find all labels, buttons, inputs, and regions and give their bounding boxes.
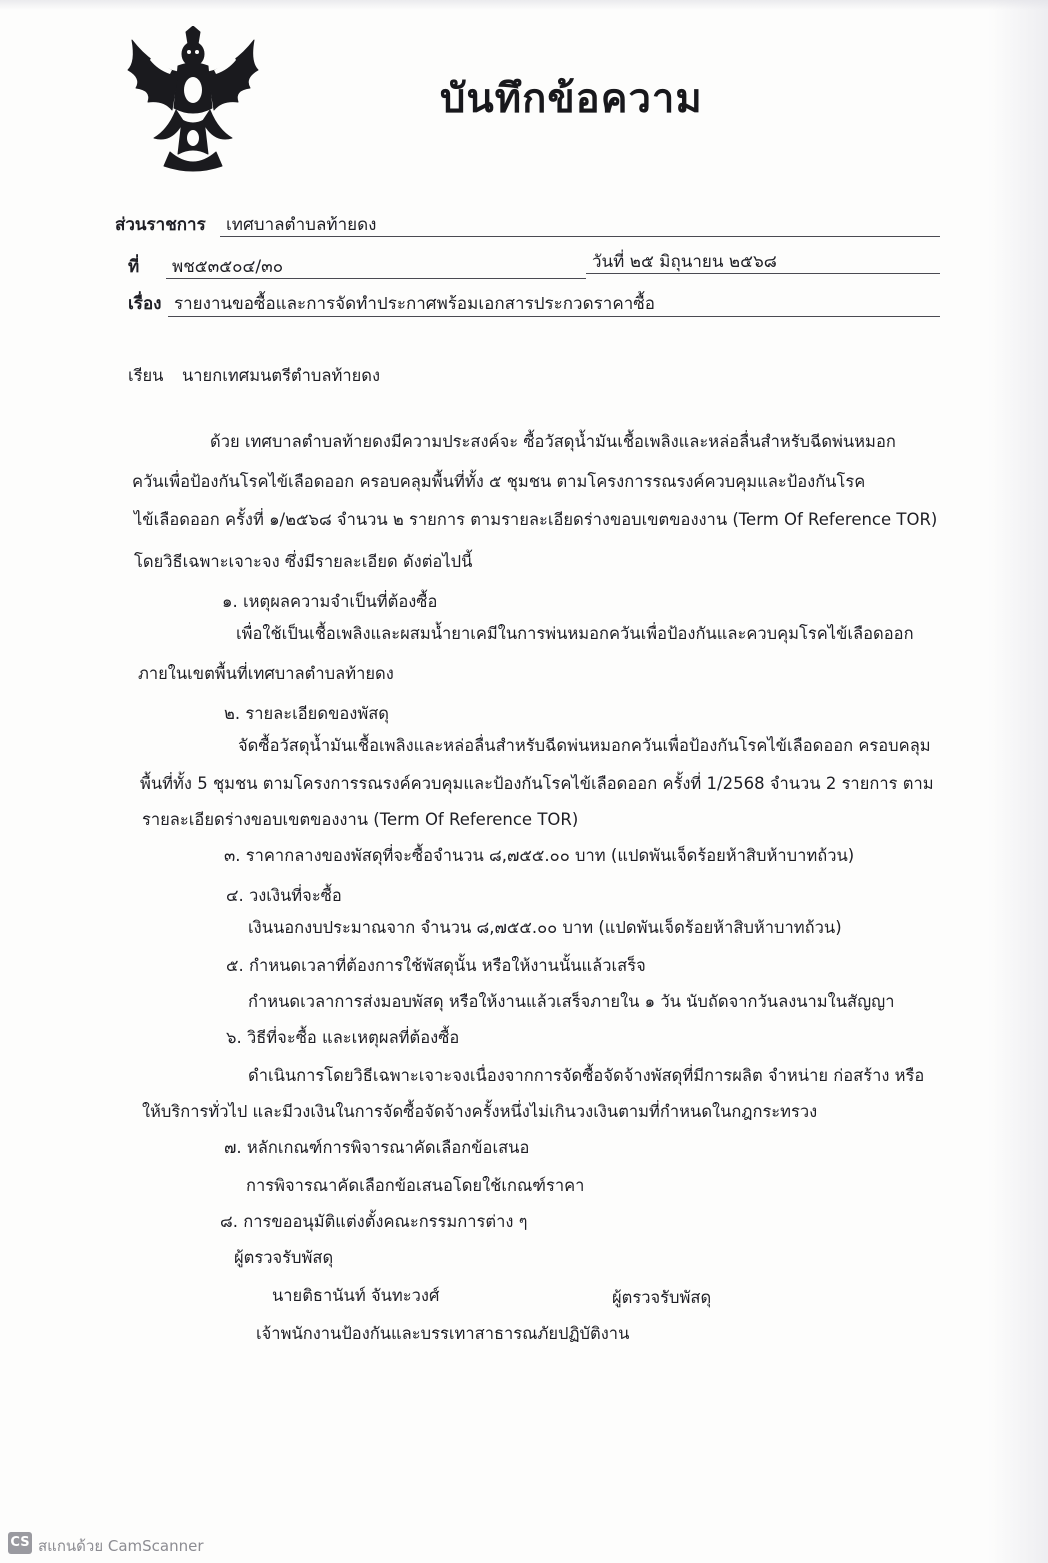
section-3-line: ๓. ราคากลางของพัสดุที่จะซื้อจำนวน ๘,๗๕๕.๐๐ บาท (แปดพันเจ็ดร้อยห้าสิบห้าบาทถ้วน) [224,846,855,865]
section-6-line: ให้บริการทั่วไป และมีวงเงินในการจัดซื้อจัดจ้างครั้งหนึ่งไม่เกินวงเงินตามที่กำหนดในกฎกระทรวง [142,1102,818,1121]
section-7-heading: ๗. หลักเกณฑ์การพิจารณาคัดเลือกข้อเสนอ [224,1138,530,1157]
intro-line: ควันเพื่อป้องกันโรคไข้เลือดออก ครอบคลุมพื้นที่ทั้ง ๕ ชุมชน ตามโครงการรณรงค์ควบคุมและป้องกันโรค [132,472,866,491]
subject-rule [168,316,940,317]
agency-rule [220,236,940,237]
section-1-heading: ๑. เหตุผลความจำเป็นที่ต้องซื้อ [222,592,438,611]
ref-label: ที่ [128,257,140,277]
ref-value: พช๕๓๕๐๔/๓๐ [172,257,284,277]
agency-label: ส่วนราชการ [115,215,206,235]
section-8-subheading: ผู้ตรวจรับพัสดุ [234,1248,334,1267]
section-1-line: เพื่อใช้เป็นเชื้อเพลิงและผสมน้ำยาเคมีในการพ่นหมอกควันเพื่อป้องกันและควบคุมโรคไข้เลือดออก [236,624,914,643]
scan-shadow-right [988,0,1048,1563]
intro-line: ไข้เลือดออก ครั้งที่ ๑/๒๕๖๘ จำนวน ๒ รายการ ตามรายละเอียดร่างขอบเขตของงาน (Term Of Reference TOR) [134,510,938,529]
date-rule [586,273,940,274]
section-2-line: จัดซื้อวัสดุน้ำมันเชื้อเพลิงและหล่อลื่นสำหรับฉีดพ่นหมอกควันเพื่อป้องกันโรคไข้เลือดออก ครอบคลุม [238,736,931,755]
section-7-line: การพิจารณาคัดเลือกข้อเสนอโดยใช้เกณฑ์ราคา [246,1176,585,1195]
intro-line: โดยวิธีเฉพาะเจาะจง ซึ่งมีรายละเอียด ดังต่อไปนี้ [134,552,473,571]
camscanner-text: สแกนด้วย CamScanner [38,1537,204,1555]
section-4-line: เงินนอกงบประมาณจาก จำนวน ๘,๗๕๕.๐๐ บาท (แปดพันเจ็ดร้อยห้าสิบห้าบาทถ้วน) [248,918,842,937]
committee-member-name: นายติธานันท์ จันทะวงศ์ [272,1286,440,1305]
section-8-heading: ๘. การขออนุมัติแต่งตั้งคณะกรรมการต่าง ๆ [220,1212,528,1231]
subject-label: เรื่อง [128,294,162,314]
subject-value: รายงานขอซื้อและการจัดทำประกาศพร้อมเอกสารประกวดราคาซื้อ [174,294,655,314]
section-2-line: รายละเอียดร่างขอบเขตของงาน (Term Of Reference TOR) [142,810,579,829]
section-6-line: ดำเนินการโดยวิธีเฉพาะเจาะจงเนื่องจากการจัดซื้อจัดจ้างพัสดุที่มีการผลิต จำหน่าย ก่อสร้าง หรือ [248,1066,925,1085]
section-2-heading: ๒. รายละเอียดของพัสดุ [224,704,389,723]
intro-line: ด้วย เทศบาลตำบลท้ายดงมีความประสงค์จะ ซื้อวัสดุน้ำมันเชื้อเพลิงและหล่อลื่นสำหรับฉีดพ่นหมอก [210,432,896,451]
document-title: บันทึกข้อความ [440,76,703,122]
section-1-line: ภายในเขตพื้นที่เทศบาลตำบลท้ายดง [138,664,394,683]
date-value: วันที่ ๒๕ มิถุนายน ๒๕๖๘ [592,252,777,272]
camscanner-logo-icon: CS [8,1532,32,1554]
committee-member-role: ผู้ตรวจรับพัสดุ [612,1288,712,1307]
section-2-line: พื้นที่ทั้ง 5 ชุมชน ตามโครงการรณรงค์ควบคุมและป้องกันโรคไข้เลือดออก ครั้งที่ 1/2568 จำนวน 2 รายการ ตาม [140,774,934,793]
recipient-value: นายกเทศมนตรีตำบลท้ายดง [182,366,381,385]
scan-shadow-top [0,0,1048,10]
section-5-line: กำหนดเวลาการส่งมอบพัสดุ หรือให้งานแล้วเสร็จภายใน ๑ วัน นับถัดจากวันลงนามในสัญญา [248,992,895,1011]
section-6-heading: ๖. วิธีที่จะซื้อ และเหตุผลที่ต้องซื้อ [226,1028,460,1047]
section-4-heading: ๔. วงเงินที่จะซื้อ [226,886,342,905]
ref-rule [166,278,586,279]
committee-member-position: เจ้าพนักงานป้องกันและบรรเทาสาธารณภัยปฏิบัติงาน [256,1324,630,1343]
agency-value: เทศบาลตำบลท้ายดง [226,215,377,235]
garuda-emblem-icon [122,26,264,176]
section-5-heading: ๕. กำหนดเวลาที่ต้องการใช้พัสดุนั้น หรือให้งานนั้นแล้วเสร็จ [226,956,646,975]
recipient-label: เรียน [128,366,164,385]
